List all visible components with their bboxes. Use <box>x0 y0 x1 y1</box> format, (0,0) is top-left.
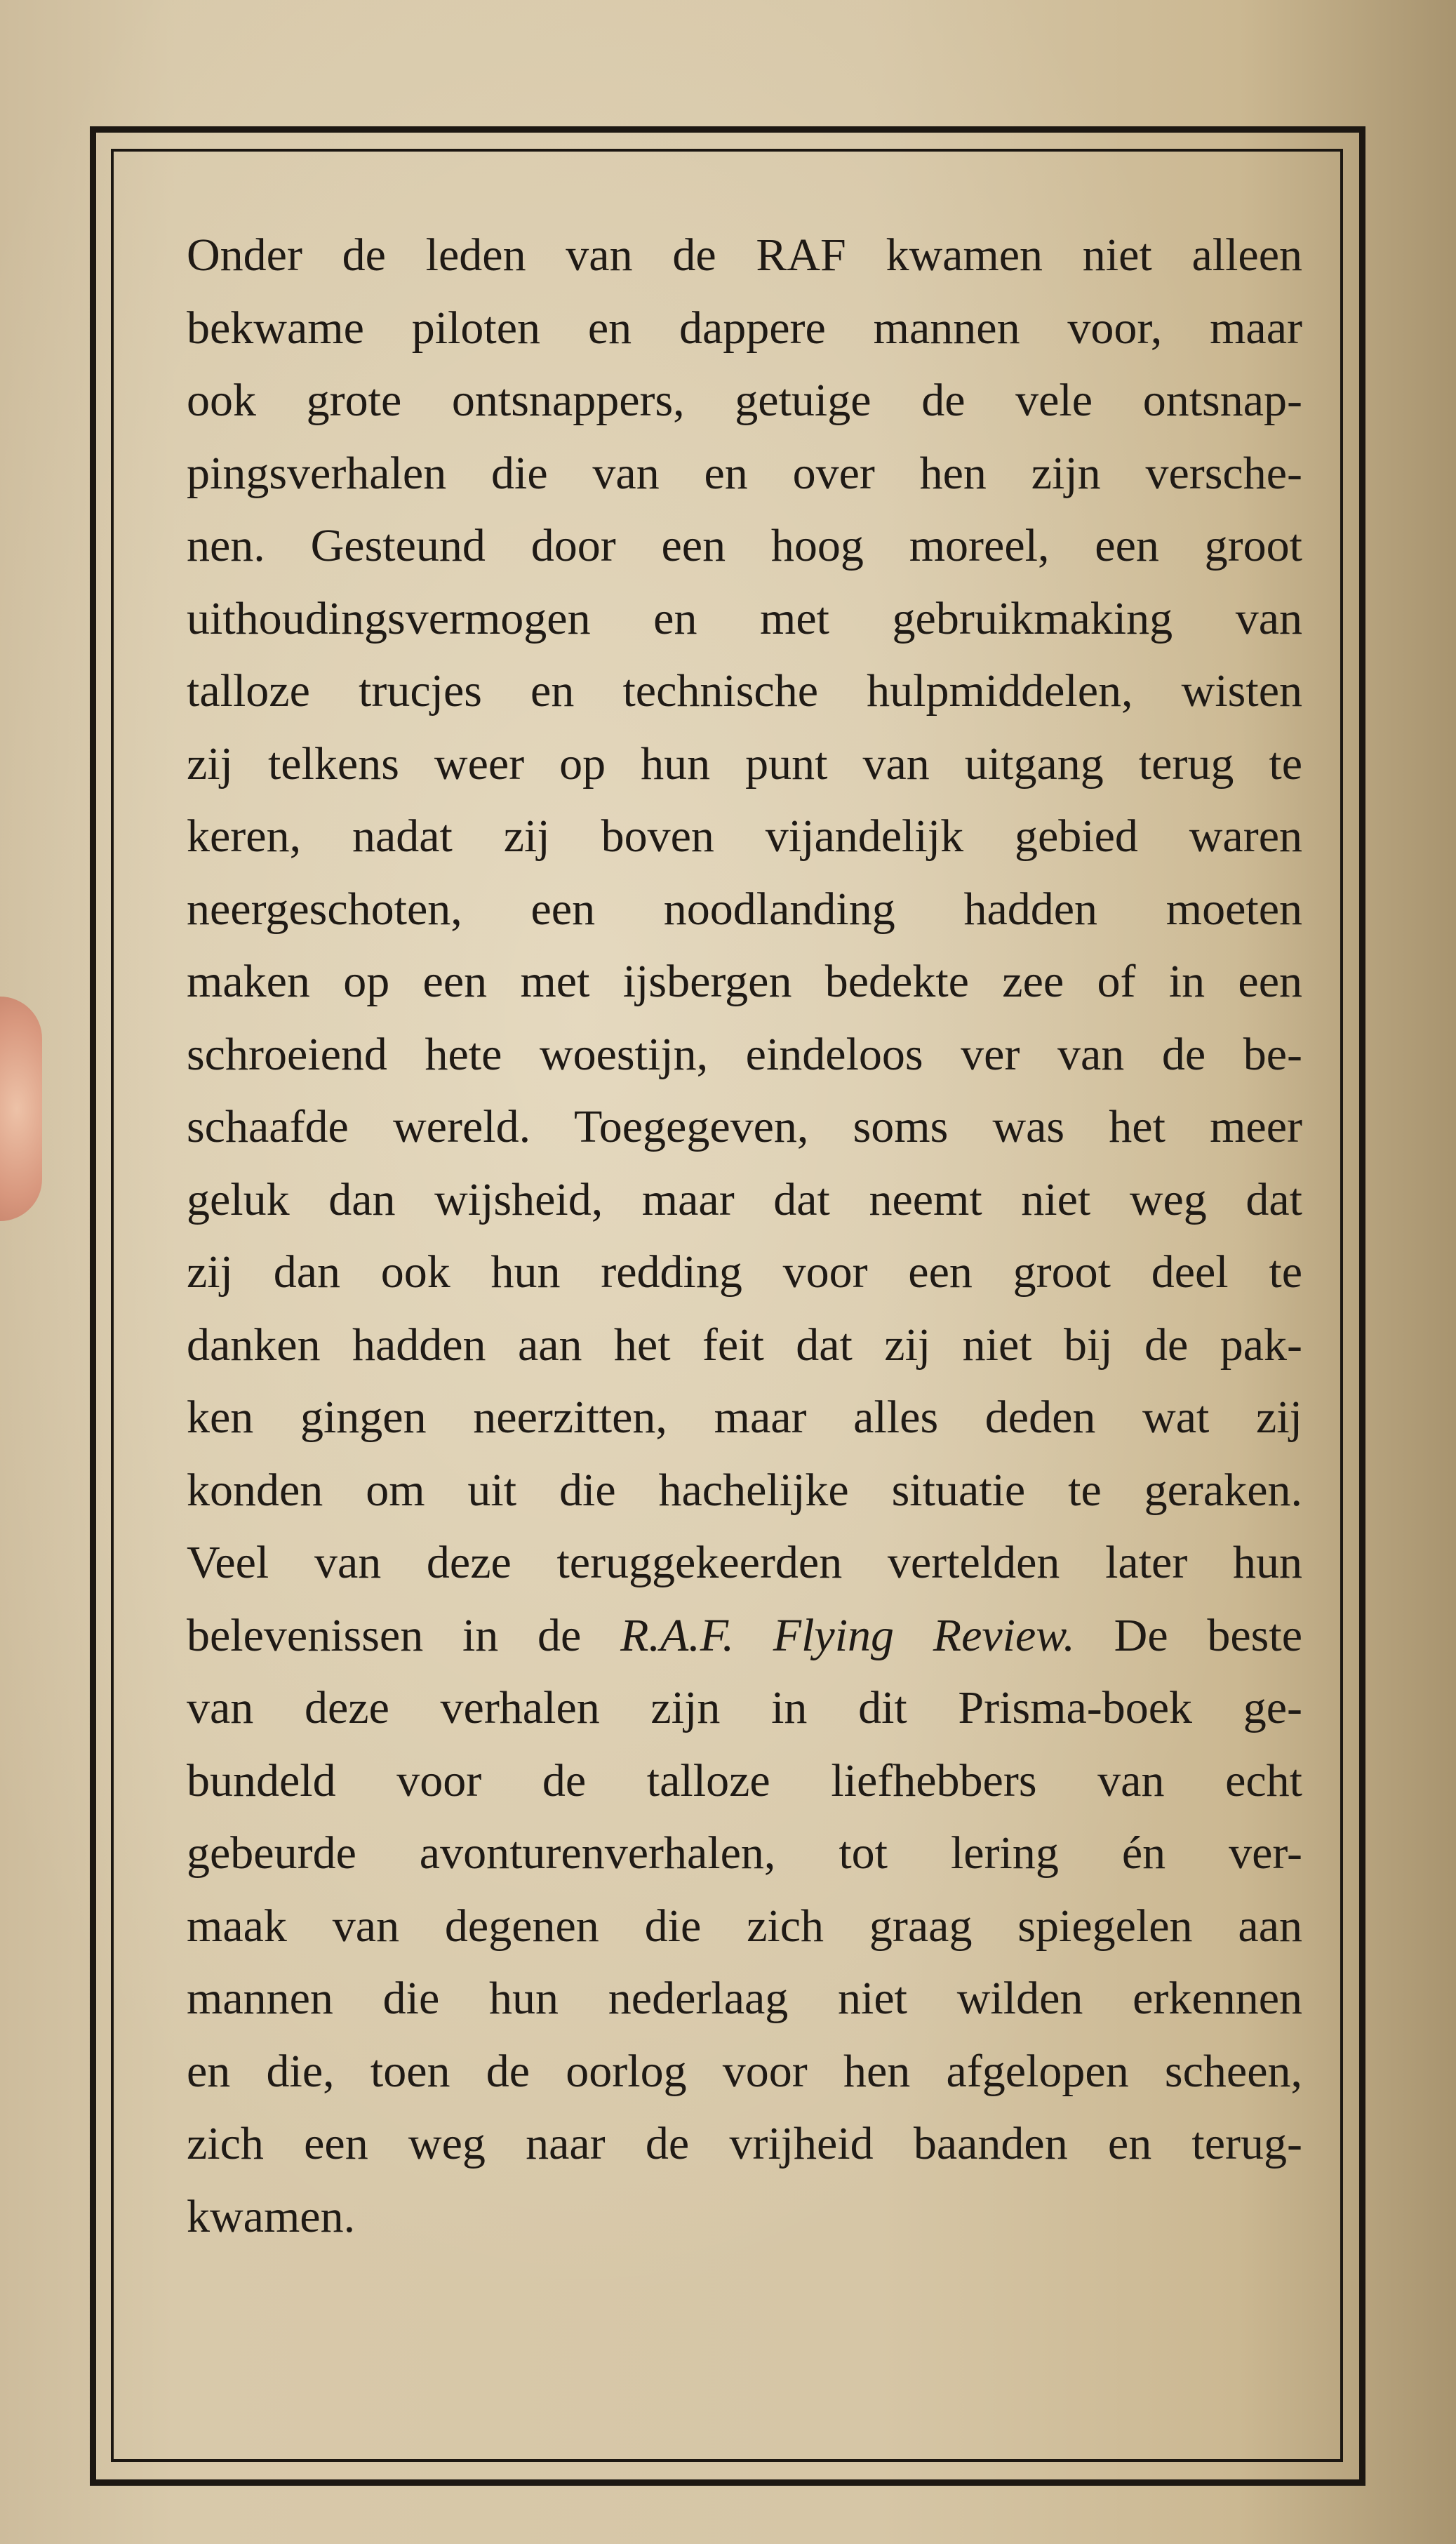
text-line: maken op een met ijsbergen bedekte zee of in een <box>187 956 1302 1007</box>
text-segment: belevenissen in de <box>187 1609 621 1661</box>
text-line-last: kwamen. <box>187 2190 356 2242</box>
text-line: neergeschoten, een noodlanding hadden moeten <box>187 883 1302 935</box>
text-line: Onder de leden van de RAF kwamen niet alleen <box>187 229 1302 281</box>
text-line: gebeurde avonturenverhalen, tot lering én ver- <box>187 1827 1302 1879</box>
text-line: zij telkens weer op hun punt van uitgang terug te <box>187 738 1302 790</box>
text-line: mannen die hun nederlaag niet wilden erkennen <box>187 1973 1302 2024</box>
text-line: ken gingen neerzitten, maar alles deden wat zij <box>187 1392 1302 1443</box>
text-line: ook grote ontsnappers, getuige de vele ontsnap- <box>187 375 1302 426</box>
text-segment: De beste <box>1074 1609 1302 1661</box>
text-line: zich een weg naar de vrijheid baanden en terug- <box>187 2118 1302 2169</box>
text-line: danken hadden aan het feit dat zij niet bij de pak- <box>187 1319 1302 1371</box>
blurb-text <box>187 219 1302 2253</box>
text-line: maak van degenen die zich graag spiegelen aan <box>187 1900 1302 1952</box>
text-line: zij dan ook hun redding voor een groot deel te <box>187 1246 1302 1298</box>
text-line: geluk dan wijsheid, maar dat neemt niet weg dat <box>187 1173 1302 1225</box>
text-line: keren, nadat zij boven vijandelijk gebied waren <box>187 811 1302 862</box>
text-line: en die, toen de oorlog voor hen afgelopen scheen, <box>187 2045 1302 2097</box>
text-line: nen. Gesteund door een hoog moreel, een groot <box>187 520 1302 571</box>
text-line: uithoudingsvermogen en met gebruikmaking van <box>187 592 1302 644</box>
text-line: talloze trucjes en technische hulpmiddelen, wisten <box>187 665 1302 717</box>
text-line: schroeiend hete woestijn, eindeloos ver van de be- <box>187 1028 1302 1080</box>
magazine-title: R.A.F. Flying Review. <box>620 1609 1075 1661</box>
text-line: pingsverhalen die van en over hen zijn versche- <box>187 447 1302 499</box>
text-line: bundeld voor de talloze liefhebbers van echt <box>187 1754 1302 1806</box>
text-line: bekwame piloten en dappere mannen voor, maar <box>187 302 1302 354</box>
text-line: Veel van deze teruggekeerden vertelden later hun <box>187 1537 1302 1588</box>
thumb <box>0 997 42 1221</box>
text-line: konden om uit die hachelijke situatie te geraken. <box>187 1464 1302 1516</box>
text-line: schaafde wereld. Toegegeven, soms was het meer <box>187 1101 1302 1152</box>
text-line-with-title <box>187 1599 1302 1672</box>
text-line: van deze verhalen zijn in dit Prisma-boek ge- <box>187 1682 1302 1733</box>
